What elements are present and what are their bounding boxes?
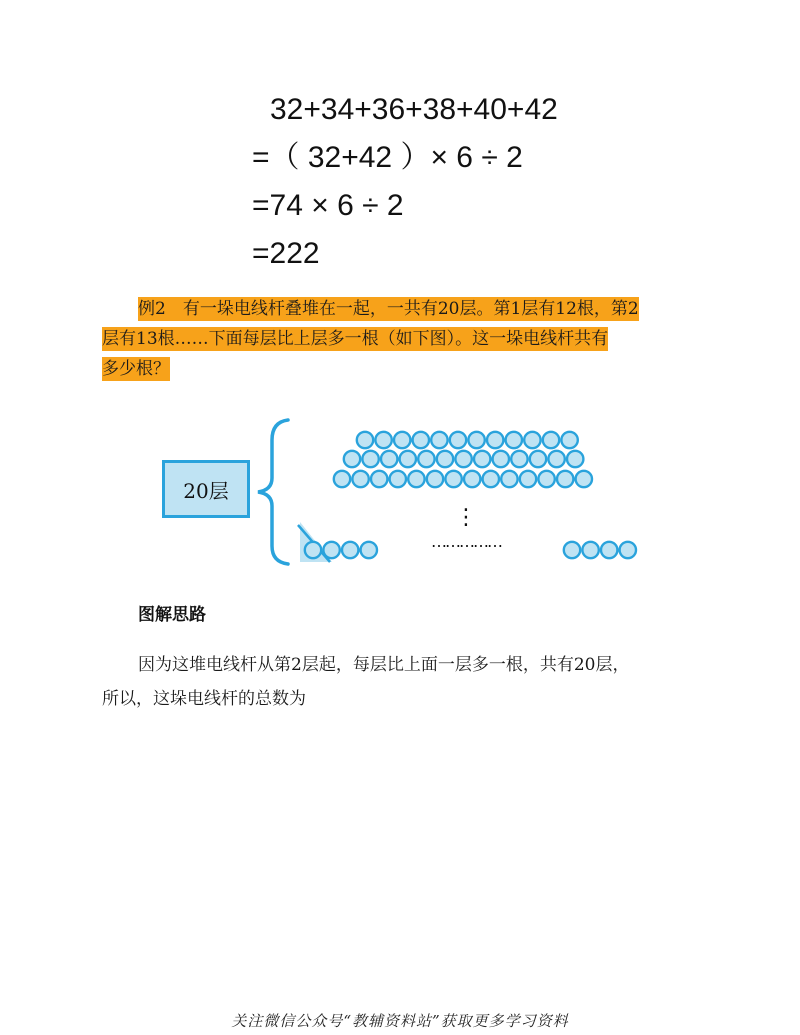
example-line-3: 多少根？ (102, 359, 170, 379)
pole-circle-last-row-right (582, 542, 598, 558)
pole-circle-row-3 (371, 471, 387, 487)
pole-circle-row-3 (390, 471, 406, 487)
pole-circle-row-2 (362, 451, 378, 467)
pole-circle-row-1 (357, 432, 373, 448)
pole-circle-row-3 (352, 471, 368, 487)
pole-circle-row-1 (413, 432, 429, 448)
pole-circle-last-row-left (323, 542, 339, 558)
pole-circle-row-3 (408, 471, 424, 487)
pole-circle-row-2 (511, 451, 527, 467)
layer-count-box (162, 460, 250, 518)
pole-circle-last-row-right (601, 542, 617, 558)
example-line-1: 例2 有一垛电线杆叠堆在一起，一共有20层。第1层有12根，第2 (138, 299, 639, 319)
pole-circle-row-1 (450, 432, 466, 448)
pole-circle-row-2 (530, 451, 546, 467)
pole-circle-row-2 (548, 451, 564, 467)
curly-brace (258, 420, 288, 564)
pole-circle-row-2 (381, 451, 397, 467)
pole-circle-row-3 (557, 471, 573, 487)
pole-circle-row-1 (524, 432, 540, 448)
pole-circle-last-row-right (620, 542, 636, 558)
pole-circle-row-3 (501, 471, 517, 487)
pole-circle-row-2 (493, 451, 509, 467)
pole-circle-row-1 (431, 432, 447, 448)
pole-circle-last-row-left (342, 542, 358, 558)
footer-note: 关注微信公众号“教辅资料站”获取更多学习资料 (231, 1012, 569, 1030)
pole-circle-last-row-left (305, 542, 321, 558)
pole-circle-row-3 (538, 471, 554, 487)
equation-line-1: 32+34+36+38+40+42 (270, 93, 558, 126)
pole-circle-last-row-left (361, 542, 377, 558)
pole-circle-row-3 (483, 471, 499, 487)
pole-circle-row-2 (474, 451, 490, 467)
pole-circle-row-2 (437, 451, 453, 467)
pole-circle-row-3 (520, 471, 536, 487)
pole-circle-row-1 (375, 432, 391, 448)
equation-line-3: =74 × 6 ÷ 2 (252, 189, 404, 222)
pole-circle-row-2 (418, 451, 434, 467)
layer-count-label: 20层 (183, 478, 229, 503)
example-line-2: 层有13根……下面每层比上层多一根（如下图）。这一垛电线杆共有 (102, 329, 609, 349)
equation-line-4: =222 (252, 237, 320, 270)
pole-circle-row-3 (576, 471, 592, 487)
equation-line-2: =（ 32+42 ）× 6 ÷ 2 (252, 141, 523, 174)
pole-circle-row-1 (468, 432, 484, 448)
horizontal-ellipsis: …………… (431, 532, 501, 551)
paragraph-line-2: 所以，这垛电线杆的总数为 (102, 689, 306, 709)
pole-circle-last-row-right (564, 542, 580, 558)
pole-circle-row-3 (464, 471, 480, 487)
section-title: 图解思路 (138, 605, 206, 625)
paragraph-line-1: 因为这堆电线杆从第2层起，每层比上面一层多一根，共有20层， (138, 655, 630, 675)
pole-circle-row-2 (344, 451, 360, 467)
pole-circle-row-1 (561, 432, 577, 448)
pole-circle-row-3 (427, 471, 443, 487)
pole-circle-row-2 (400, 451, 416, 467)
solution-paragraph (102, 648, 702, 716)
pole-circle-row-1 (487, 432, 503, 448)
pole-circle-row-1 (394, 432, 410, 448)
vertical-ellipsis: ⋮ (455, 505, 477, 530)
pole-circle-row-3 (334, 471, 350, 487)
pole-circle-row-1 (543, 432, 559, 448)
pole-circle-row-2 (567, 451, 583, 467)
pole-circle-row-3 (445, 471, 461, 487)
pole-circle-row-1 (506, 432, 522, 448)
pole-circle-row-2 (455, 451, 471, 467)
